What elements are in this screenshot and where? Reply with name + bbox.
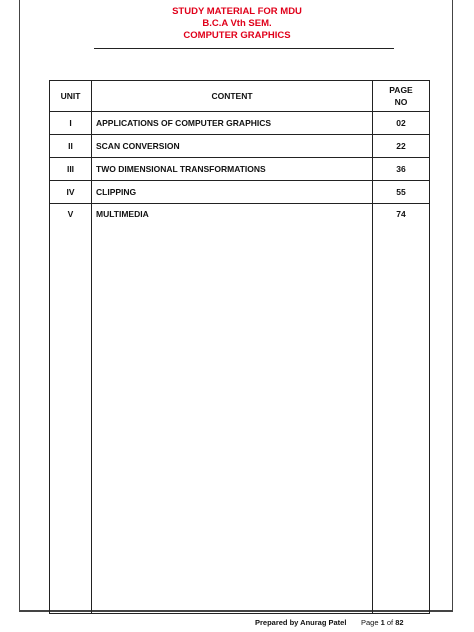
title-divider — [94, 48, 394, 49]
content-cell: APPLICATIONS OF COMPUTER GRAPHICS — [92, 112, 373, 135]
page-header-line2: NO — [394, 97, 408, 107]
document-title — [0, 6, 474, 42]
page-header-line1: PAGE — [389, 85, 413, 95]
unit-column-header: UNIT — [50, 81, 92, 112]
unit-cell: IV — [50, 181, 92, 204]
page-cell: 02 — [373, 112, 430, 135]
page-prefix: Page — [361, 618, 379, 627]
page-column-header — [373, 81, 430, 112]
footer-author: Prepared by Anurag Patel — [255, 618, 347, 627]
page-cell: 74 — [373, 204, 430, 614]
unit-cell: I — [50, 112, 92, 135]
page-cell: 22 — [373, 135, 430, 158]
page-current: 1 — [380, 618, 385, 627]
page-cell: 55 — [373, 181, 430, 204]
table-row — [50, 204, 430, 614]
content-cell: SCAN CONVERSION — [92, 135, 373, 158]
title-line-study-material: STUDY MATERIAL FOR MDU — [172, 6, 302, 17]
table-row — [50, 181, 430, 204]
unit-cell: II — [50, 135, 92, 158]
table-row — [50, 112, 430, 135]
unit-cell: V — [50, 204, 92, 614]
table-row — [50, 135, 430, 158]
header-row — [50, 81, 430, 112]
unit-cell: III — [50, 158, 92, 181]
page-of: of — [386, 618, 394, 627]
content-cell: MULTIMEDIA — [92, 204, 373, 614]
table-of-contents — [49, 80, 430, 614]
page-total: 82 — [395, 618, 404, 627]
footer-page-number — [361, 617, 404, 629]
content-cell: CLIPPING — [92, 181, 373, 204]
title-line-course: B.C.A Vth SEM. — [202, 18, 272, 29]
page-cell: 36 — [373, 158, 430, 181]
title-line-subject: COMPUTER GRAPHICS — [183, 30, 291, 41]
content-column-header: CONTENT — [92, 81, 373, 112]
content-cell: TWO DIMENSIONAL TRANSFORMATIONS — [92, 158, 373, 181]
table-row — [50, 158, 430, 181]
